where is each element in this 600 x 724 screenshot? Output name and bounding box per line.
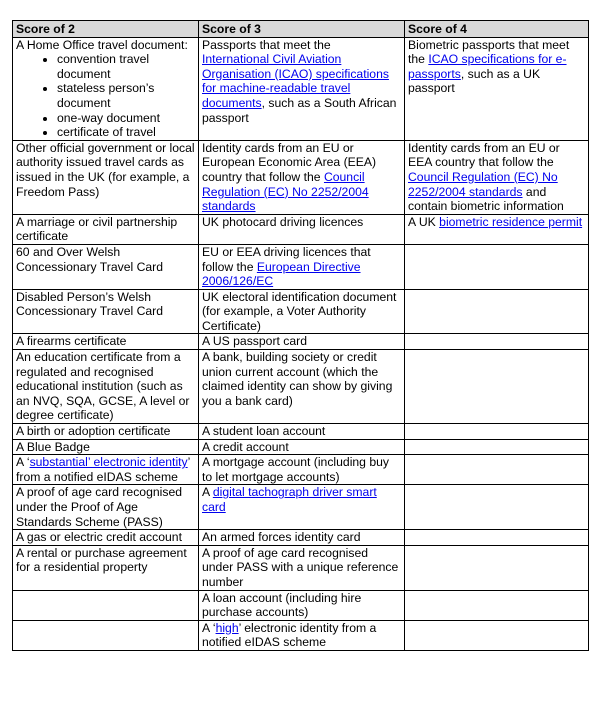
table-row [13, 545, 589, 590]
table-cell-score-4 [405, 485, 589, 530]
cell-text: Biometric passports that meet the [408, 37, 570, 67]
reference-link[interactable]: Council Regulation (EC) No 2252/2004 standards [408, 169, 558, 199]
table-row [13, 334, 589, 350]
identity-evidence-score-table [12, 20, 589, 651]
cell-text: 60 and Over Welsh Concessionary Travel Card [16, 244, 163, 274]
table-row [13, 37, 589, 140]
table-cell-score-3 [199, 350, 405, 424]
table-cell-score-2 [13, 214, 199, 244]
table-cell-score-3 [199, 289, 405, 334]
reference-link[interactable]: substantial’ electronic identity [29, 455, 188, 470]
cell-text: A UK [408, 214, 440, 229]
table-cell-score-3 [199, 140, 405, 214]
table-cell-score-2 [13, 140, 199, 214]
cell-text: EU or EEA driving licences that follow the [202, 244, 371, 274]
cell-text: ’ from a notified eIDAS scheme [16, 455, 190, 484]
table-cell-score-4 [405, 244, 589, 289]
cell-text: A firearms certificate [16, 334, 127, 349]
table-cell-score-3 [199, 424, 405, 440]
cell-text: Disabled Person’s Welsh Concessionary Travel Card [16, 289, 163, 319]
table-cell-score-2 [13, 424, 199, 440]
cell-text: A ‘ [16, 455, 30, 470]
table-cell-score-4 [405, 424, 589, 440]
cell-text: UK photocard driving licences [202, 214, 364, 229]
header-score-3: Score of 3 [199, 21, 405, 38]
table-row [13, 244, 589, 289]
table-row [13, 620, 589, 650]
reference-link[interactable]: Council Regulation (EC) No 2252/2004 standards [202, 169, 369, 214]
table-cell-score-4 [405, 545, 589, 590]
reference-link[interactable]: biometric residence permit [439, 214, 583, 229]
table-row [13, 350, 589, 424]
table-cell-score-4 [405, 214, 589, 244]
document-page [12, 20, 588, 651]
reference-link[interactable]: European Directive 2006/126/EC [202, 259, 361, 289]
cell-text: A student loan account [202, 424, 326, 439]
bullet-list [16, 52, 195, 140]
cell-text: A credit account [202, 439, 289, 454]
cell-text: A loan account (including hire purchase accounts) [202, 590, 362, 620]
table-cell-score-2 [13, 334, 199, 350]
reference-link[interactable]: International Civil Aviation Organisation (ICAO) specifications for machine-readable travel documents [202, 52, 389, 110]
table-row [13, 590, 589, 620]
table-cell-score-2 [13, 350, 199, 424]
table-row [13, 439, 589, 455]
table-row [13, 424, 589, 440]
cell-text: An education certificate from a regulated and recognised educational institution (such as an NVQ, SQA, GCSE, A level or degree certificate) [16, 350, 190, 423]
reference-link[interactable]: ICAO specifications for e-passports [408, 52, 567, 81]
reference-link[interactable]: high [215, 620, 239, 635]
cell-text: Identity cards from an EU or European Economic Area (EEA) country that follow the [202, 140, 377, 184]
cell-text: A Blue Badge [16, 439, 90, 454]
cell-text: Passports that meet the [202, 37, 331, 52]
cell-text: A birth or adoption certificate [16, 424, 171, 439]
table-header [13, 21, 589, 38]
table-cell-score-2 [13, 37, 199, 140]
table-cell-score-4 [405, 140, 589, 214]
table-cell-score-2 [13, 439, 199, 455]
cell-text: Other official government or local authority issued travel cards as issued in the UK (for example, a Freedom Pass) [16, 140, 195, 199]
cell-text: An armed forces identity card [202, 530, 361, 545]
table-row [13, 140, 589, 214]
cell-text: A marriage or civil partnership certificate [16, 214, 178, 244]
table-cell-score-2 [13, 455, 199, 485]
table-cell-score-3 [199, 545, 405, 590]
table-cell-score-4 [405, 620, 589, 650]
cell-text: , such as a UK passport [408, 66, 541, 96]
table-cell-score-2 [13, 545, 199, 590]
cell-text: A mortgage account (including buy to let mortgage accounts) [202, 455, 389, 484]
table-cell-score-3 [199, 439, 405, 455]
table-cell-score-4 [405, 350, 589, 424]
cell-text: A proof of age card recognised under the Proof of Age Standards Scheme (PASS) [16, 485, 182, 529]
table-cell-score-4 [405, 334, 589, 350]
cell-text: A rental or purchase agreement for a residential property [16, 545, 187, 575]
table-cell-score-4 [405, 439, 589, 455]
header-row [13, 21, 589, 38]
table-body [13, 37, 589, 650]
bullet-item: • convention travel document [57, 52, 195, 81]
table-cell-score-3 [199, 214, 405, 244]
table-row [13, 530, 589, 546]
bullet-item: • certificate of travel [57, 125, 195, 140]
bullet-item: • one-way document [57, 111, 195, 126]
table-cell-score-4 [405, 590, 589, 620]
table-cell-score-3 [199, 620, 405, 650]
table-row [13, 455, 589, 485]
table-cell-score-3 [199, 485, 405, 530]
cell-text: UK electoral identification document (for example, a Voter Authority Certificate) [202, 289, 397, 333]
table-cell-score-4 [405, 530, 589, 546]
table-cell-score-3 [199, 455, 405, 485]
table-cell-score-3 [199, 590, 405, 620]
cell-text: A gas or electric credit account [16, 530, 182, 545]
cell-text: A Home Office travel document: [16, 37, 188, 52]
cell-text: and contain biometric information [408, 184, 564, 214]
table-row [13, 485, 589, 530]
reference-link[interactable]: digital tachograph driver smart card [202, 485, 377, 514]
table-cell-score-3 [199, 334, 405, 350]
table-cell-score-2 [13, 289, 199, 334]
table-cell-score-2 [13, 485, 199, 530]
table-cell-score-3 [199, 37, 405, 140]
table-cell-score-3 [199, 244, 405, 289]
table-row [13, 214, 589, 244]
table-cell-score-4 [405, 289, 589, 334]
header-score-4: Score of 4 [405, 21, 589, 38]
cell-text: A bank, building society or credit union current account (which the claimed identity can show by giving you a bank card) [202, 350, 393, 408]
header-score-2: Score of 2 [13, 21, 199, 38]
cell-text: A [202, 485, 213, 500]
table-row [13, 289, 589, 334]
table-cell-score-2 [13, 244, 199, 289]
cell-text: ’ electronic identity from a notified eIDAS scheme [202, 620, 377, 650]
cell-text: A proof of age card recognised under PASS with a unique reference number [202, 545, 399, 589]
table-cell-score-4 [405, 37, 589, 140]
cell-text: Identity cards from an EU or EEA country that follow the [408, 140, 560, 170]
table-cell-score-4 [405, 455, 589, 485]
bullet-item: • stateless person’s document [57, 81, 195, 110]
table-cell-score-2 [13, 590, 199, 620]
cell-text: A ‘ [202, 620, 216, 635]
cell-text: A US passport card [202, 334, 307, 349]
table-cell-score-2 [13, 620, 199, 650]
table-cell-score-3 [199, 530, 405, 546]
cell-text: , such as a South African passport [202, 95, 397, 125]
table-cell-score-2 [13, 530, 199, 546]
